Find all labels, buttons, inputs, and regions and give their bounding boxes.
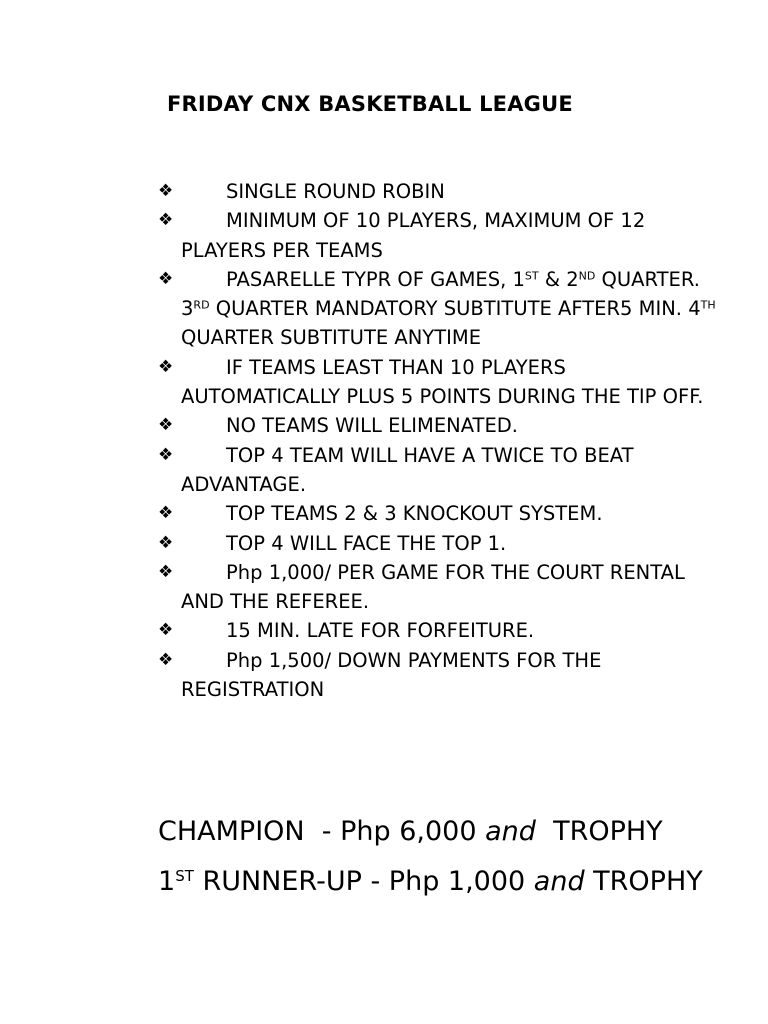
- rule-item: [158, 411, 718, 440]
- diamond-bullet-icon: ❖: [158, 649, 174, 670]
- rule-text: SINGLE ROUND ROBIN: [226, 180, 445, 203]
- rule-text: NO TEAMS WILL ELIMENATED.: [226, 414, 519, 438]
- rule-item: [158, 265, 718, 353]
- diamond-bullet-icon: ❖: [158, 503, 174, 524]
- document-title: FRIDAY CNX BASKETBALL LEAGUE: [167, 92, 573, 116]
- rule-text: 15 MIN. LATE FOR FORFEITURE.: [226, 619, 535, 643]
- rule-item: [158, 646, 718, 705]
- rule-text: IF TEAMS LEAST THAN 10 PLAYERS AUTOMATICALLY PLUS 5 POINTS DURING THE TIP OFF.: [181, 355, 704, 409]
- runner-up-prize: 1ST RUNNER-UP - Php 1,000 and TROPHY: [158, 866, 703, 897]
- diamond-bullet-icon: ❖: [158, 532, 174, 553]
- rule-text: MINIMUM OF 10 PLAYERS, MAXIMUM OF 12 PLAYERS PER TEAMS: [181, 209, 646, 262]
- rule-text: Php 1,000/ PER GAME FOR THE COURT RENTAL AND THE REFEREE.: [181, 560, 685, 614]
- rule-text: TOP 4 TEAM WILL HAVE A TWICE TO BEAT ADVANTAGE.: [181, 443, 634, 496]
- rule-item: [158, 177, 718, 206]
- diamond-bullet-icon: ❖: [158, 620, 174, 641]
- rule-item: [158, 499, 718, 528]
- rule-text: TOP TEAMS 2 & 3 KNOCKOUT SYSTEM.: [226, 502, 603, 526]
- diamond-bullet-icon: ❖: [158, 356, 174, 377]
- diamond-bullet-icon: ❖: [158, 415, 174, 436]
- diamond-bullet-icon: ❖: [158, 444, 174, 465]
- diamond-bullet-icon: ❖: [158, 210, 174, 231]
- rule-item: [158, 441, 718, 500]
- rule-text: PASARELLE TYPR OF GAMES, 1ST & 2ND QUARTER. 3RD QUARTER MANDATORY SUBTITUTE AFTER5 MIN. 4TH QUARTER SUBTITUTE ANYTIME: [181, 267, 716, 350]
- rule-item: [158, 353, 718, 412]
- rules-list: [158, 177, 718, 704]
- rule-item: [158, 558, 718, 617]
- rule-item: [158, 529, 718, 558]
- rule-text: Php 1,500/ DOWN PAYMENTS FOR THE REGISTRATION: [181, 648, 602, 702]
- champion-prize: CHAMPION - Php 6,000 and TROPHY: [158, 816, 663, 847]
- rule-item: [158, 616, 718, 645]
- rule-text: TOP 4 WILL FACE THE TOP 1.: [226, 531, 507, 555]
- diamond-bullet-icon: ❖: [158, 181, 174, 201]
- rule-item: [158, 206, 718, 265]
- diamond-bullet-icon: ❖: [158, 268, 174, 289]
- diamond-bullet-icon: ❖: [158, 561, 174, 582]
